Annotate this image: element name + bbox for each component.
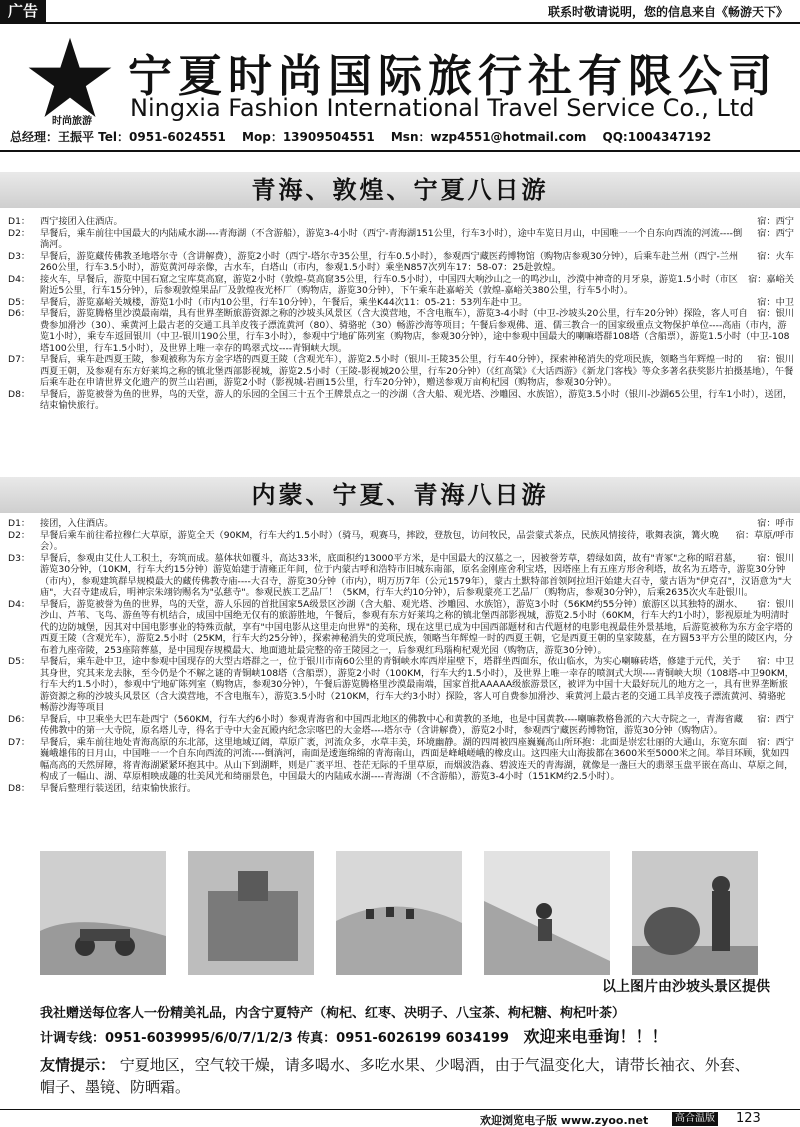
day-body: [40, 308, 794, 354]
itinerary-day: [8, 389, 794, 412]
footer-text: 欢迎浏览电子版 www.zyoo.net: [480, 1114, 649, 1127]
itinerary-day: [8, 216, 794, 228]
gift-notice: 我社赠送每位客人一份精美礼品，内含宁夏特产（枸杞、红枣、决明子、八宝茶、枸杞糖、枸杞叶茶）: [40, 1006, 626, 1021]
day-label: D7：: [8, 736, 31, 748]
tour2-banner: [0, 477, 800, 513]
day-lodging: 宿：西宁: [757, 216, 794, 227]
itinerary-day: [8, 553, 794, 599]
day-lodging: 宿：银川: [757, 354, 794, 365]
day-lodging: 宿：西宁: [757, 227, 794, 239]
photo-sculpture: [632, 851, 758, 975]
ad-tag: 广告: [0, 0, 46, 22]
page-number: 123: [736, 1111, 761, 1126]
day-description: 早餐后，乘车前往地处青海高原的东北部，这里地域辽阔，草原广袤，河流众多，水草丰美，环境幽静。湖的四周被四座巍巍高山所环抱：北面是崇宏壮丽的大通山，东宽东面巍峨雄伟的日月山，中国唯一一个自东向西流的河流----倒淌河，南面是逶迤绵绵的青海南山，西面是峰峨嵯峨的橡皮山。这四座大山海拔都在3600米至5000米之间。举目环顾，犹如四幅高高的天然屏障，将青海湖紧紧环抱其中。从山下到湖畔，则是广袤平坦、苍茫无际的千里草原，而烟波浩淼、碧波连天的青海湖，就像是一盏巨大的翡翠玉盘平嵌在高山、草原之间，构成了一幅山、湖、草原相映成趣的壮美风光和绮丽景色，中国最大的内陆咸水湖----青海湖（不含游船），游览3-4小时（151KM约2.5小时）。: [40, 736, 794, 782]
itinerary-day: [8, 354, 794, 389]
tour1-banner: [0, 172, 800, 208]
day-body: [40, 354, 794, 389]
tip-title: 友情提示：: [40, 1056, 116, 1074]
day-description: 早餐后乘车前往希拉穆仁大草原，游览全天（90KM，行车大约1.5小时）（骑马，观赛马，摔跤，登敖包，访问牧民，品尝蒙式茶点，民族风情接待，歌舞表演，篝火晚会）。: [40, 529, 719, 552]
qq-contact: QQ:1004347192: [602, 130, 712, 144]
itinerary-day: [8, 308, 794, 354]
day-label: D8：: [8, 388, 31, 400]
day-body: [40, 599, 794, 657]
itinerary-day: [8, 656, 794, 714]
tour1-title: 青海、敦煌、宁夏八日游: [251, 175, 549, 204]
day-label: D1：: [8, 216, 31, 227]
day-body: [40, 274, 794, 297]
welcome-text: 欢迎来电垂询！！！: [523, 1027, 668, 1046]
day-label: D6：: [8, 713, 31, 725]
manager-contact: 总经理：王振平 Tel：0951-6024551: [10, 130, 226, 144]
day-body: [40, 228, 794, 251]
day-label: D2：: [8, 227, 31, 239]
itinerary-day: [8, 297, 794, 309]
top-bar: [0, 0, 800, 24]
photo-strip: [40, 851, 760, 975]
day-description: 西宁接团入住酒店。: [40, 216, 123, 227]
day-body: [40, 518, 794, 530]
day-body: [40, 553, 794, 599]
itinerary-day: [8, 737, 794, 783]
day-label: D4：: [8, 598, 31, 610]
day-body: [40, 783, 794, 795]
day-lodging: 宿：银川: [757, 598, 794, 610]
day-description: 早餐后，游览藏传佛教圣地塔尔寺（含讲解费），游览2小时（西宁-塔尔寺35公里，行车0.5小时），参观西宁藏医药博物馆（购物店参观30分钟），后乘车赴兰州（西宁-兰州260公里，行车3.5小时），游览黄河母亲像，古水车，白塔山（市内，参观1.5小时）乘坐N857次列车17：58-07：25赴敦煌。: [40, 250, 739, 273]
day-body: [40, 530, 794, 553]
day-body: [40, 389, 794, 412]
day-lodging: 宿：银川: [757, 552, 794, 564]
mobile-contact: Mop：13909504551: [242, 130, 375, 144]
day-description: 早餐后整理行装送团，结束愉快旅行。: [40, 782, 197, 794]
day-label: D6：: [8, 308, 31, 319]
hotline-numbers: 计调专线：0951-6039995/6/0/7/1/2/3 传真：0951-6026199 6034199: [40, 1031, 509, 1046]
itinerary-day: [8, 518, 794, 530]
itinerary-day: [8, 714, 794, 737]
photo-desert-buggy: [40, 851, 166, 975]
day-label: D5：: [8, 656, 31, 667]
day-lodging: 宿：火车: [757, 250, 794, 262]
day-description: 接团，入住酒店。: [40, 518, 114, 529]
tour2-itinerary: [8, 518, 794, 848]
tip-text: 宁夏地区，空气较干燥，请多喝水、多吃水果、少喝酒，由于气温变化大，请带长袖衣、外套、帽子、墨镜、防晒霜。: [40, 1056, 750, 1096]
day-label: D8：: [8, 782, 31, 794]
day-lodging: 宿：西宁: [757, 736, 794, 748]
itinerary-day: [8, 274, 794, 297]
company-name-en: Ningxia Fashion International Travel Service Co., Ltd: [130, 94, 755, 122]
footer: [0, 1109, 800, 1127]
day-label: D3：: [8, 552, 31, 564]
day-description: 早餐后，游览腾格里沙漠最南端，具有世界垄断旅游资源之称的沙坡头风景区（含大漠营地，不含电瓶车），游览3-4小时（中卫-沙坡头20公里，行车20分钟）探险，客人可自费参加滑沙（30）、乘黄河上最古老的交通工具羊皮筏子漂流黄河（80）、骑骆驼（30）畅游沙海等项目；午餐后参观佛、道、儒三教合一的国家级重点文物保护单位----高庙（市内，游览1小时），乘专车返回银川（中卫-银川190公里，行车3小时），参观中宁地矿陈列室（购物店，参观30分钟），途中参观中国最大的喇嘛塔群108塔（含船票），游览1.5小时（中卫-108塔100公里，行车1.5小时），及世界上唯一幸存的鸣翠式坟----青铜峡大坝。: [40, 308, 790, 354]
day-body: [40, 297, 794, 309]
day-body: [40, 656, 794, 714]
itinerary-day: [8, 599, 794, 657]
logo-caption: 时尚旅游: [52, 116, 92, 127]
day-description: 早餐后，乘车赴西夏王陵，参观被称为东方金字塔的西夏王陵（含观光车），游览2.5小时（银川-王陵35公里，行车40分钟），探索神秘消失的党项民族，领略当年辉煌一时的西夏王朝，及参观有东方好莱坞之称的镇北堡西部影视城，游览2.5小时（王陵-影视城20公里，行车20分钟）（《红高粱》《大话西游》《新龙门客栈》等众多著名获奖影片拍摄基地），午餐后乘车赴在申请世界文化遗产的贺兰山岩画，游览2小时（影视城-岩画15公里，行车20分钟），赠送参观万亩枸杞园（购物店，参观30分钟）。: [40, 354, 794, 388]
photo-ruins: [188, 851, 314, 975]
friendly-tip: [40, 1054, 760, 1098]
hotline: [40, 1024, 780, 1047]
company-name-cn: 宁夏时尚国际旅行社有限公司: [128, 51, 778, 102]
day-lodging: 宿：呼市: [757, 518, 794, 529]
day-label: D3：: [8, 250, 31, 262]
itinerary-day: [8, 783, 794, 795]
day-description: 早餐后，中卫乘坐大巴车赴西宁（560KM，行车大约6小时）参观青海省和中国西北地区的佛教中心和黄教的圣地，也是中国黄教----喇嘛教格鲁派的六大寺院之一，青海省藏传佛教中的第一大寺院，原名塔儿寺，得名于寺中大金瓦殿内纪念宗喀巴的大金塔----塔尔寺（含讲解费），游览2小时，参观西宁藏医药博物馆，游览30分钟（购物店）。: [40, 713, 743, 736]
photo-camel-caravan: [336, 851, 462, 975]
day-label: D5：: [8, 296, 31, 308]
day-lodging: 宿：中卫: [757, 296, 794, 308]
day-label: D4：: [8, 273, 31, 285]
source-note: 联系时敬请说明，您的信息来自《畅游天下》: [547, 5, 788, 19]
day-body: [40, 737, 794, 783]
day-lodging: 宿：银川: [757, 308, 794, 319]
day-body: [40, 714, 794, 737]
itinerary-day: [8, 530, 794, 553]
day-lodging: 宿：中卫: [757, 656, 794, 667]
day-label: D2：: [8, 529, 31, 541]
day-label: D7：: [8, 354, 31, 365]
day-description: 早餐后，乘车前往中国最大的内陆咸水湖----青海湖（不含游船），游览3-4小时（西宁-青海湖151公里，行车3小时），途中车览日月山，中国唯一一个自东向西流的河流----倒淌河。: [40, 227, 743, 250]
day-label: D1：: [8, 518, 31, 529]
tour2-title: 内蒙、宁夏、青海八日游: [251, 480, 549, 509]
day-description: 接火车，早餐后，游览中国石窟之宝库莫高窟，游览2小时（敦煌-莫高窟35公里，行车0.5小时），中国四大响沙山之一的鸣沙山，沙漠中神奇的月牙泉，游览1.5小时（市区附近5公里，行车15分钟），后参观敦煌果品厂及敦煌夜光杯厂（购物店，游览30分钟），下午乘车赴嘉峪关（敦煌-嘉峪关380公里，行车5小时）。: [40, 273, 738, 296]
day-description: 早餐后，参观由艾仕人工积土，夯筑而成。墓体状如覆斗，高达33米，底面积约13000平方米，是中国最大的汉墓之一，因被誉芳草，碧绿如茵，故有"青冢"之称的昭君墓，游览30分钟，（10KM，行车大约15分钟）游览始建于清雍正年间，位于内蒙古呼和浩特市旧城东南部，原名金刚座舍利宝塔，因塔座上有五座方形舍利塔，故名为五塔寺，游览30分钟（市内），参观建筑群早规模最大的藏传佛教寺庙----大召寺，游览30分钟（市内），明万历7年（公元1579年），蒙古土默特部首领阿拉坦汗始建大召寺，蒙古语为"伊克召"，汉语意为"大庙"，大召寺建成后，明神宗朱翊钧赐名为"弘慈寺"。参观民族工艺品厂！（5KM，行车大约10分钟），后参观蒙亮工艺品厂（购物店，参观30分钟），后乘2635次火车赴银川。: [40, 552, 792, 598]
header-divider: [0, 150, 800, 152]
day-description: 早餐后，游览被誉为鱼的世界，鸟的天堂，游人的乐园的全国三十五个王牌景点之一的沙湖（含大船、观光塔、沙雕园、水族馆），游览3.5小时（银川-沙湖65公里，行车1小时），送团，结束愉快旅行。: [40, 388, 793, 411]
day-body: [40, 216, 794, 228]
day-description: 早餐后，乘车赴中卫，途中参观中国现存的大型古塔群之一，位于银川市南60公里的青铜峡水库西岸崖壁下，塔群坐西面东，依山临水，为实心喇嘛砖塔，修建于元代，关于其身世，究其来龙去脉，至今仍是个不解之谜的青铜峡108塔（含船票），游览2小时（100KM，行车大约1.5小时），及世界上唯一幸存的喷洞式大坝----青铜峡大坝（108塔-中卫90KM，行车大约1.5小时），参观中宁地矿陈列室（购物店，参观30分钟），午餐后游览腾格里沙漠最南端，国家首批AAAAA级旅游景区，被评为中国十大最好玩儿的地方之一，具有世界垄断旅游资源之称的沙坡头风景区（含大漠营地，不含电瓶车），游览3.5小时（210KM，行车大约3小时）探险，客人可自费参加滑沙、乘黄河上最古老的交通工具羊皮筏子漂流黄河、骑骆驼畅游沙海等项目: [40, 656, 794, 713]
footer-tag: 高合温版: [672, 1112, 718, 1126]
itinerary-day: [8, 251, 794, 274]
day-lodging: 宿：西宁: [757, 713, 794, 725]
day-lodging: 宿：嘉峪关: [748, 273, 794, 285]
contact-line: [10, 128, 790, 145]
photo-credit: 以上图片由沙坡头景区提供: [602, 979, 770, 995]
day-description: 早餐后，游览被誉为鱼的世界，鸟的天堂，游人乐园的首批国家5A级景区沙湖（含大船、观光塔、沙雕园、水族馆），游览3小时（56KM约55分钟）旅游区以其独特的湖水、沙山、芦苇、飞鸟、游鱼等有机结合，成国中国绝无仅有的旅游胜地，午餐后，参观有东方好莱坞之称的镇北堡西部影视城，游览2.5小时（60KM，行车大约1小时），影视原址为明清时代的边防城堡，因其对中国电影事业的特殊贡献，享有"中国电影从这里走向世界"的美称，现在这里已成为中国西部题材和古代题材的电影电视最佳外景基地，后游览被称为东方金字塔的西夏王陵（含观光车），游览2.5小时（25KM，行车大约25分钟），探索神秘消失的党项民族，领略当年辉煌一时的西夏王朝，它是西夏王朝的皇家陵墓，在方圆53平方公里的陵区内，分布着九座帝陵，253座陪葬墓，是中国现存规模最大、地面遗址最完整的帝王陵园之一，后参观红玛瑙枸杞观光园（购物店，游览30分钟）。: [40, 598, 793, 656]
day-body: [40, 251, 794, 274]
day-lodging: 宿：草原/呼市: [735, 529, 794, 541]
tour1-itinerary: [8, 216, 794, 478]
msn-contact: Msn：wzp4551@hotmail.com: [390, 130, 587, 144]
day-description: 早餐后，游览嘉峪关城楼，游览1小时（市内10公里，行车10分钟），午餐后，乘坐K44次11：05-21：53列车赴中卫。: [40, 296, 528, 308]
photo-sand-sliding: [484, 851, 610, 975]
itinerary-day: [8, 228, 794, 251]
star-logo-icon: [24, 36, 116, 124]
